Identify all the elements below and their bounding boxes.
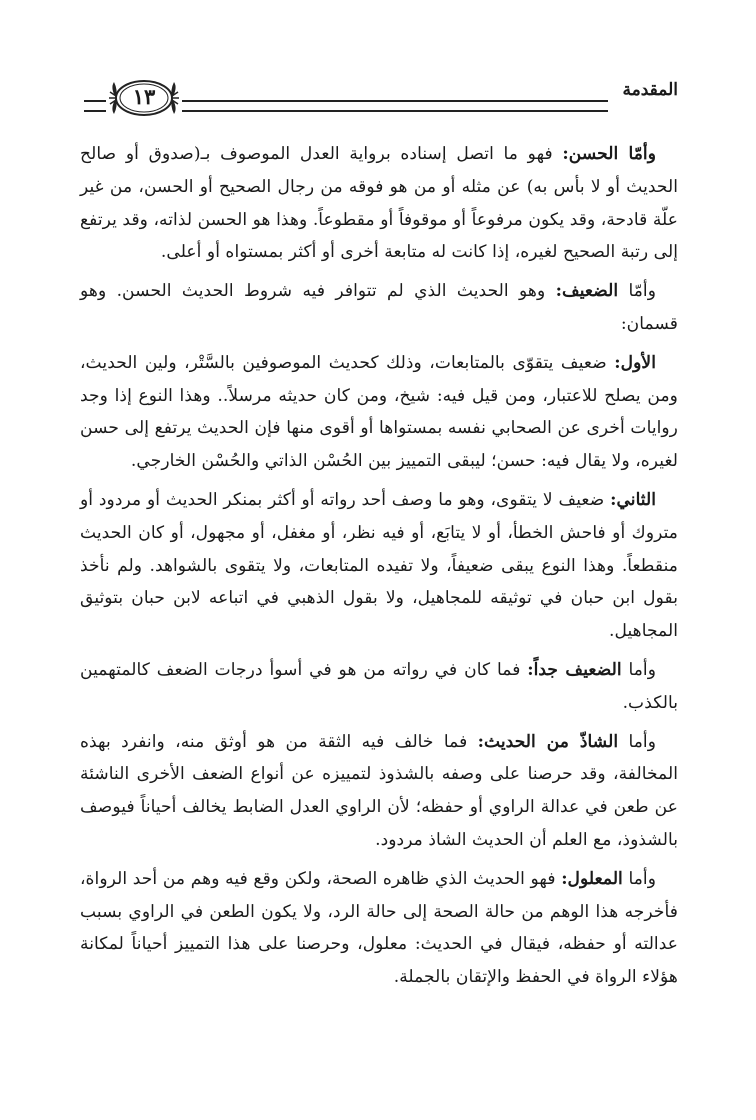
- page-number-ornament: [106, 78, 182, 118]
- term-label: الشاذّ من الحديث:: [477, 731, 619, 752]
- header-rule: [182, 100, 608, 112]
- term-label: الضعيف:: [555, 281, 619, 302]
- paragraph-very-weak: [80, 654, 678, 720]
- page-body: [80, 138, 678, 1000]
- paragraph-prefix: وأما: [622, 868, 656, 889]
- term-label: الأول:: [614, 352, 656, 373]
- paragraph-daif: [80, 275, 678, 341]
- paragraph-prefix: وأما: [621, 659, 656, 680]
- paragraph-text: وهو الحديث الذي لم تتوافر فيه شروط الحديث الحسن. وهو قسمان:: [80, 281, 678, 334]
- term-label: الضعيف جداً:: [527, 659, 622, 680]
- paragraph-text: فهو ما اتصل إسناده برواية العدل الموصوف بـ(صدوق أو صالح الحديث أو لا بأس به) عن مثله أو من هو فوقه من رجال الصحيح أو الحسن، من غير علّة قادحة، وقد يكون مرفوعاً أو موقوفاً أو مقطوعاً. وهذا هو الحسن لذاته، وقد يرتفع إلى رتبة الصحيح لغيره، إذا كانت له متابعة أخرى أو أكثر بمستواه أو أعلى.: [80, 144, 678, 263]
- paragraph-shadh: [80, 726, 678, 857]
- paragraph-prefix: وأمّا: [618, 281, 656, 302]
- paragraph-text: ضعيف لا يتقوى، وهو ما وصف أحد رواته أو أكثر بمنكر الحديث أو مردود أو متروك أو فاحش الخطأ، أو لا يتابَع، أو فيه نظر، أو مغفل، أو مجهول، أو كان الحديث منقطعاً. وهذا النوع يبقى ضعيفاً، ولا تفيده المتابعات، ولا يتقوى بالشواهد. ولم نأخذ بقول ابن حبان في توثيقه للمجاهيل، ولا بقول الذهبي في اتباعه لابن حبان بتوثيق المجاهيل.: [80, 489, 678, 642]
- page-header: [84, 70, 678, 120]
- page-number: ١٣: [132, 84, 156, 109]
- paragraph-maalul: [80, 863, 678, 994]
- term-label: المعلول:: [561, 868, 623, 889]
- paragraph-hasan: [80, 138, 678, 269]
- paragraph-second-type: [80, 484, 678, 648]
- paragraph-first-type: [80, 347, 678, 478]
- paragraph-text: فما كان في رواته من هو في أسوأ درجات الضعف كالمتهمين بالكذب.: [80, 659, 678, 713]
- paragraph-text: فهو الحديث الذي ظاهره الصحة، ولكن وقع فيه وهم من أحد الرواة، فأخرجه هذا الوهم من حالة الصحة إلى حالة الرد، ولا يكون الطعن في الراوي بسبب عدالته أو حفظه، فيقال في الحديث: معلول، وحرصنا على هذا التمييز أحياناً لمكانة هؤلاء الرواة في الحفظ والإتقان بالجملة.: [80, 868, 678, 988]
- paragraph-text: ضعيف يتقوّى بالمتابعات، وذلك كحديث الموصوفين بالسَّتْر، ولين الحديث، ومن يصلح للاعتبار، ومن قيل فيه: شيخ، ومن كان حديثه مرسلاً.. وهذا النوع إذا وجد روايات أخرى عن الصحابي نفسه بمستواها أو أقوى منها فإن الحديث يرتفع إلى حسن لغيره، ولا يقال فيه: حسن؛ ليبقى التمييز بين الحُسْن الذاتي والحُسْن الخارجي.: [80, 352, 678, 472]
- term-label: الثاني:: [610, 489, 656, 510]
- paragraph-prefix: وأما: [618, 731, 656, 752]
- paragraph-text: فما خالف فيه الثقة من هو أوثق منه، وانفرد بهذه المخالفة، وقد حرصنا على وصفه بالشذوذ لتمييزه عن أنواع الضعف الأخرى الناشئة عن طعن في عدالة الراوي أو حفظه؛ لأن الراوي العدل الضابط يخالف أحياناً فيوصف بالشذوذ، مع العلم أن الحديث الشاذ مردود.: [80, 731, 678, 850]
- term-label: وأمّا الحسن:: [562, 144, 657, 164]
- chapter-title: المقدمة: [622, 80, 678, 100]
- header-rule-left: [84, 100, 106, 112]
